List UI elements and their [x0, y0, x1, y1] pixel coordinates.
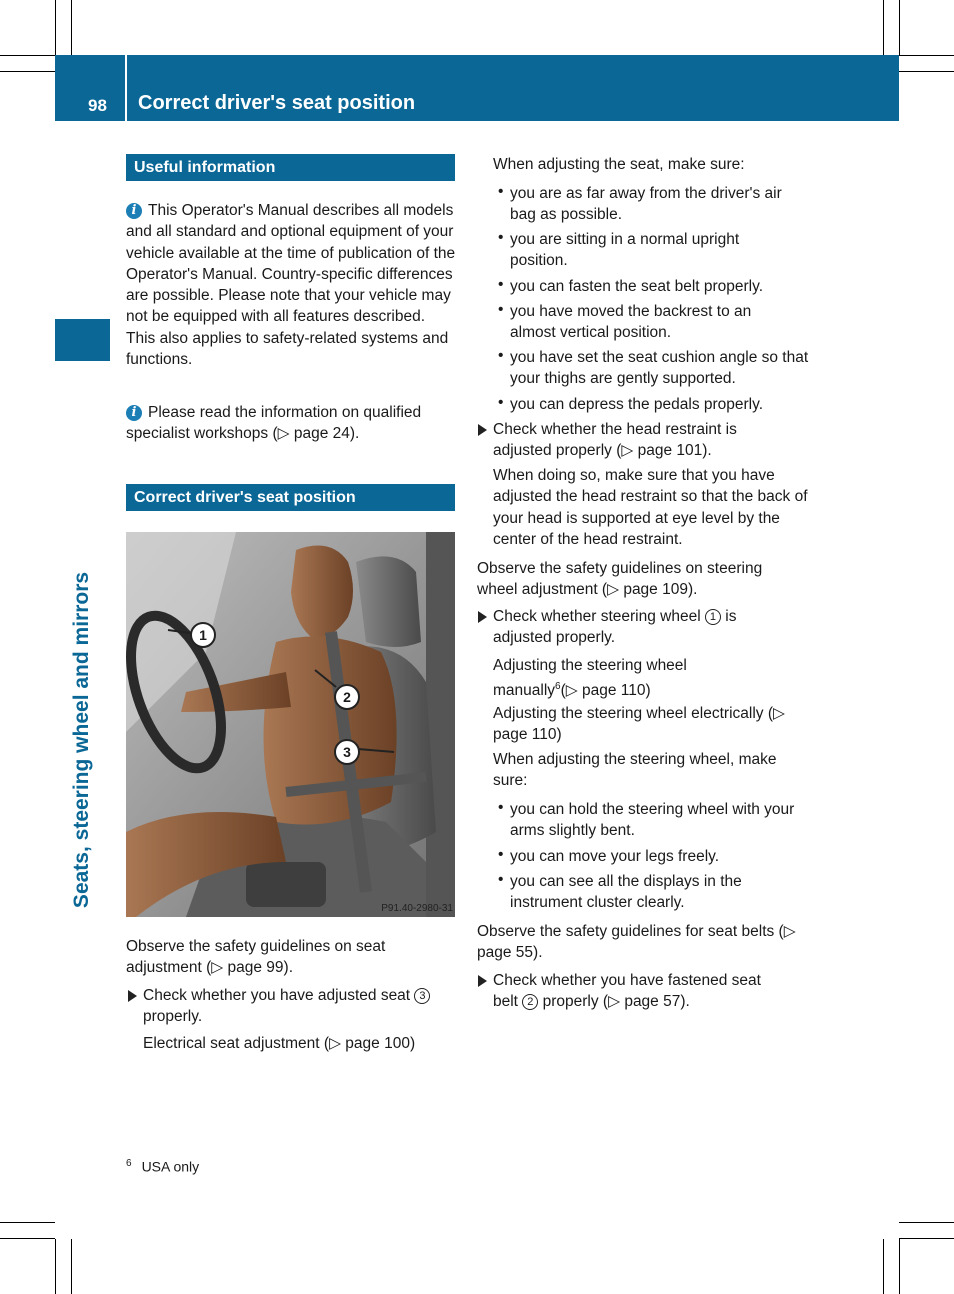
crop-mark: [883, 1239, 884, 1294]
electrical-seat-ref: Electrical seat adjustment (▷ page 100): [143, 1035, 416, 1052]
crop-mark: [899, 0, 900, 55]
step-arrow-icon: [128, 990, 137, 1002]
crop-mark: [899, 1222, 954, 1223]
crop-mark: [71, 1239, 72, 1294]
seat-callout-3: 3: [414, 988, 430, 1004]
manual-adjust-text: Adjusting the steering wheel manually: [493, 657, 687, 700]
crop-mark: [71, 0, 72, 55]
electrical-adjust-ref: Adjusting the steering wheel electrically (▷ page 110): [493, 705, 785, 744]
wheel-callout-1: 1: [705, 609, 721, 625]
seat-check-intro: When adjusting the seat, make sure:: [493, 156, 745, 173]
belt-guidelines-text: Observe the safety guidelines for seat belts (▷ page 55).: [477, 923, 796, 962]
manual-adjust-page: (▷ page 110): [560, 682, 651, 700]
step-arrow-icon: [478, 975, 487, 987]
figure-code: P91.40-2980-31: [381, 903, 453, 914]
crop-mark: [0, 1222, 55, 1223]
step-seat-belt: [493, 970, 788, 1013]
info-note-2: [126, 402, 458, 445]
steering-guidelines-text: Observe the safety guidelines on steering wheel adjustment (▷ page 109).: [477, 560, 763, 599]
side-tab-marker: [55, 319, 110, 361]
step-adjust-seat-text: Check whether you have adjusted seat: [143, 987, 411, 1004]
bullet: •: [498, 799, 504, 816]
chapter-title: Seats, steering wheel and mirrors: [70, 571, 93, 909]
header-divider: [125, 55, 127, 121]
crop-mark: [55, 0, 56, 55]
step-arrow-icon: [478, 611, 487, 623]
useful-info-heading: Useful information: [126, 154, 455, 181]
crop-mark: [899, 55, 954, 56]
wheel-check-intro: When adjusting the steering wheel, make sure:: [493, 751, 777, 790]
crop-mark: [899, 1239, 900, 1294]
driver-seat-illustration: [126, 532, 455, 917]
footnote-number: 6: [126, 1158, 132, 1169]
figure-callout-3: 3: [334, 739, 360, 765]
bullet: •: [498, 183, 504, 200]
bullet: •: [498, 394, 504, 411]
page-number: 98: [88, 96, 107, 115]
bullet: •: [498, 301, 504, 318]
crop-mark: [0, 71, 55, 72]
step-adjust-seat: [143, 985, 458, 1028]
bullet: •: [498, 846, 504, 863]
info-note-1-text: This Operator's Manual describes all models and all standard and optional equipment of your vehicle available at the time of publication of the Operator's Manual. Country-specific differences are possible. Please note that your vehicle may not be equipped with all features described. This also applies to safety-related systems and functions.: [126, 202, 456, 369]
footnote: [126, 1158, 199, 1175]
crop-mark: [55, 1239, 56, 1294]
list-item: you can move your legs freely.: [510, 848, 720, 865]
manual-adjust-ref: [493, 655, 718, 702]
list-item: you are as far away from the driver's air bag as possible.: [510, 185, 782, 224]
list-item: you can hold the steering wheel with your arms slightly bent.: [510, 801, 795, 840]
info-icon: i: [126, 405, 142, 421]
figure-callout-1: 1: [190, 622, 216, 648]
step-steering-wheel-end: is adjusted properly.: [493, 608, 737, 647]
footnote-ref: 6: [555, 681, 561, 693]
seat-position-heading: Correct driver's seat position: [126, 484, 455, 511]
bullet: •: [498, 347, 504, 364]
crop-mark: [0, 1238, 55, 1239]
crop-mark: [899, 1238, 954, 1239]
footnote-text: USA only: [141, 1158, 200, 1175]
step-adjust-seat-end: properly.: [143, 1008, 203, 1026]
info-icon: i: [126, 203, 142, 219]
list-item: you can depress the pedals properly.: [510, 396, 764, 413]
step-seat-belt-text: Check whether you have fastened seat belt: [493, 972, 761, 1011]
figure-callout-2: 2: [334, 684, 360, 710]
list-item: you can see all the displays in the instrument cluster clearly.: [510, 873, 742, 912]
belt-callout-2: 2: [522, 994, 538, 1010]
crop-mark: [883, 0, 884, 55]
info-note-1: [126, 200, 458, 370]
list-item: you have moved the backrest to an almost vertical position.: [510, 303, 752, 342]
list-item: you have set the seat cushion angle so that your thighs are gently supported.: [510, 349, 809, 388]
list-item: you are sitting in a normal upright position.: [510, 231, 740, 270]
step-seat-belt-end: properly (▷ page 57).: [542, 993, 690, 1011]
driver-seat-figure: [126, 532, 455, 917]
seat-guidelines-text: Observe the safety guidelines on seat adjustment (▷ page 99).: [126, 938, 386, 977]
step-head-restraint: Check whether the head restraint is adjusted properly (▷ page 101).: [493, 421, 737, 460]
step-steering-wheel-text: Check whether steering wheel: [493, 608, 701, 625]
step-arrow-icon: [478, 424, 487, 436]
info-note-2-text: Please read the information on qualified specialist workshops (▷ page 24).: [126, 404, 422, 443]
crop-mark: [0, 55, 55, 56]
list-item: you can fasten the seat belt properly.: [510, 278, 764, 295]
step-steering-wheel: [493, 606, 783, 649]
crop-mark: [899, 71, 954, 72]
bullet: •: [498, 871, 504, 888]
bullet: •: [498, 276, 504, 293]
head-restraint-note: When doing so, make sure that you have adjusted the head restraint so that the back of your head is supported at eye level by the center of the head restraint.: [493, 467, 808, 548]
bullet: •: [498, 229, 504, 246]
page-title: Correct driver's seat position: [138, 92, 416, 114]
